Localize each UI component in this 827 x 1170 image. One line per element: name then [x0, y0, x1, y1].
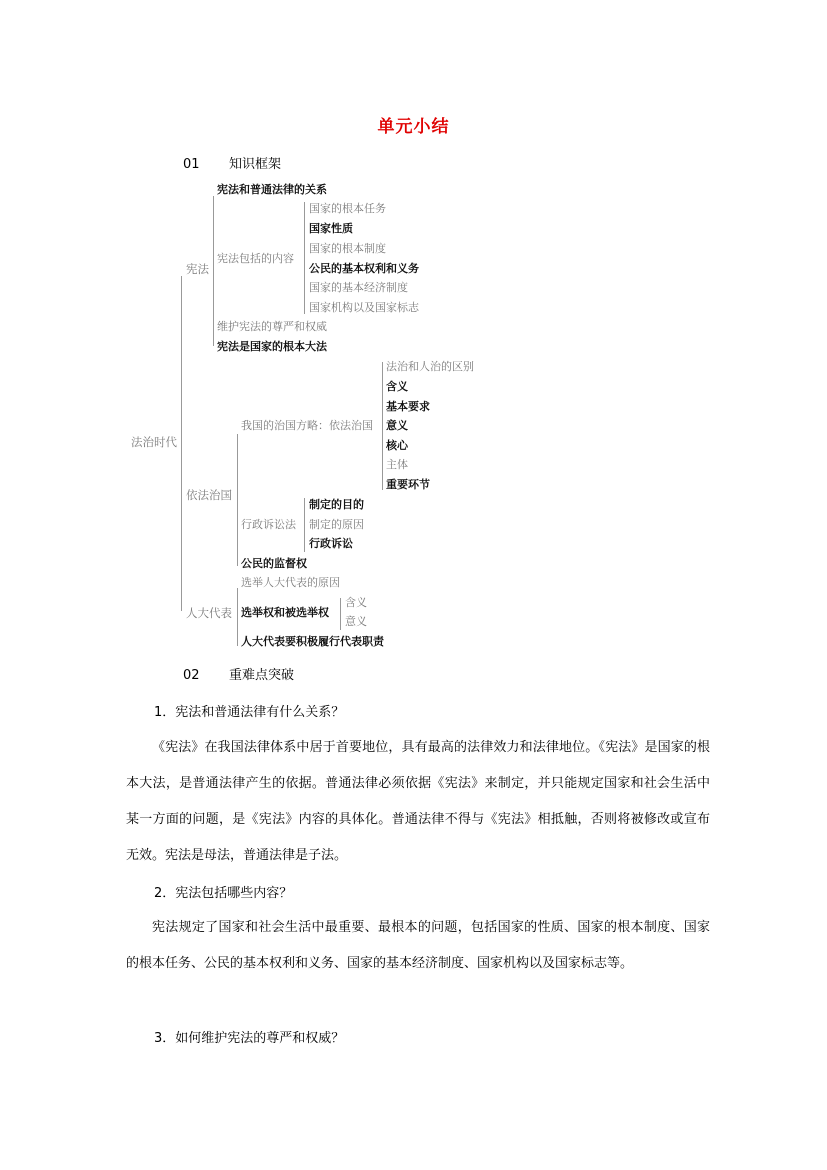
tree-leaf: 宪法是国家的根本大法: [217, 340, 327, 353]
tree-leaf: 意义: [386, 419, 408, 432]
tree-leaf: 意义: [345, 615, 367, 628]
tree-node: 选举权和被选举权: [241, 606, 329, 619]
page-title: 单元小结: [377, 117, 450, 137]
tree-leaf: 维护宪法的尊严和权威: [217, 320, 327, 333]
tree-leaf: 人大代表要积极履行代表职责: [241, 635, 384, 648]
question-2: 2．宪法包括哪些内容？: [154, 886, 293, 901]
tree-node-xianfa: 宪法: [186, 262, 209, 276]
question-1: 1．宪法和普通法律有什么关系？: [154, 705, 345, 720]
tree-leaf: 选举人大代表的原因: [241, 576, 340, 589]
tree-leaf: 国家的根本任务: [309, 202, 386, 215]
section-number: 01: [183, 157, 200, 172]
tree-node-renda: 人大代表: [186, 606, 232, 620]
section-heading-framework: [183, 153, 281, 172]
tree-leaf: 公民的监督权: [241, 557, 307, 570]
tree-leaf: 公民的基本权利和义务: [309, 262, 419, 275]
tree-leaf: 含义: [345, 596, 367, 609]
answer-1: 《宪法》在我国法律体系中居于首要地位，具有最高的法律效力和法律地位。《宪法》是国家的根本大法，是普通法律产生的依据。普通法律必须依据《宪法》来制定，并只能规定国家和社会生活中某一方面的问题，是《宪法》内容的具体化。普通法律不得与《宪法》相抵触，否则将被修改或宣布无效。宪法是母法，普通法律是子法。: [126, 740, 710, 863]
tree-leaf: 含义: [386, 380, 408, 393]
tree-leaf: 主体: [386, 458, 408, 471]
tree-node: 我国的治国方略：依法治国: [241, 419, 373, 432]
tree-leaf: 国家的根本制度: [309, 242, 386, 255]
tree-leaf: 制定的原因: [309, 518, 364, 531]
tree-leaf: 法治和人治的区别: [386, 360, 474, 373]
tree-leaf: 宪法和普通法律的关系: [217, 183, 327, 196]
section-label: 知识框架: [229, 157, 282, 172]
tree-leaf: 国家的基本经济制度: [309, 281, 408, 294]
tree-leaf: 行政诉讼: [309, 537, 353, 550]
section-heading-keypoints: [183, 664, 294, 683]
tree-leaf: 国家机构以及国家标志: [309, 301, 419, 314]
section-label: 重难点突破: [229, 668, 295, 683]
answer-2: 宪法规定了国家和社会生活中最重要、最根本的问题，包括国家的性质、国家的根本制度、国家的根本任务、公民的基本权利和义务、国家的基本经济制度、国家机构以及国家标志等。: [126, 920, 710, 971]
tree-leaf: 制定的目的: [309, 498, 364, 511]
tree-leaf: 核心: [386, 439, 408, 452]
tree-node-yifa: 依法治国: [186, 488, 232, 502]
tree-node: 行政诉讼法: [241, 518, 296, 531]
section-number: 02: [183, 668, 200, 683]
tree-leaf: 重要环节: [386, 478, 430, 491]
tree-leaf: 国家性质: [309, 222, 353, 235]
tree-leaf: 基本要求: [386, 400, 430, 413]
tree-root: 法治时代: [131, 435, 177, 449]
question-3: 3．如何维护宪法的尊严和权威？: [154, 1031, 345, 1046]
tree-node: 宪法包括的内容: [217, 252, 294, 265]
